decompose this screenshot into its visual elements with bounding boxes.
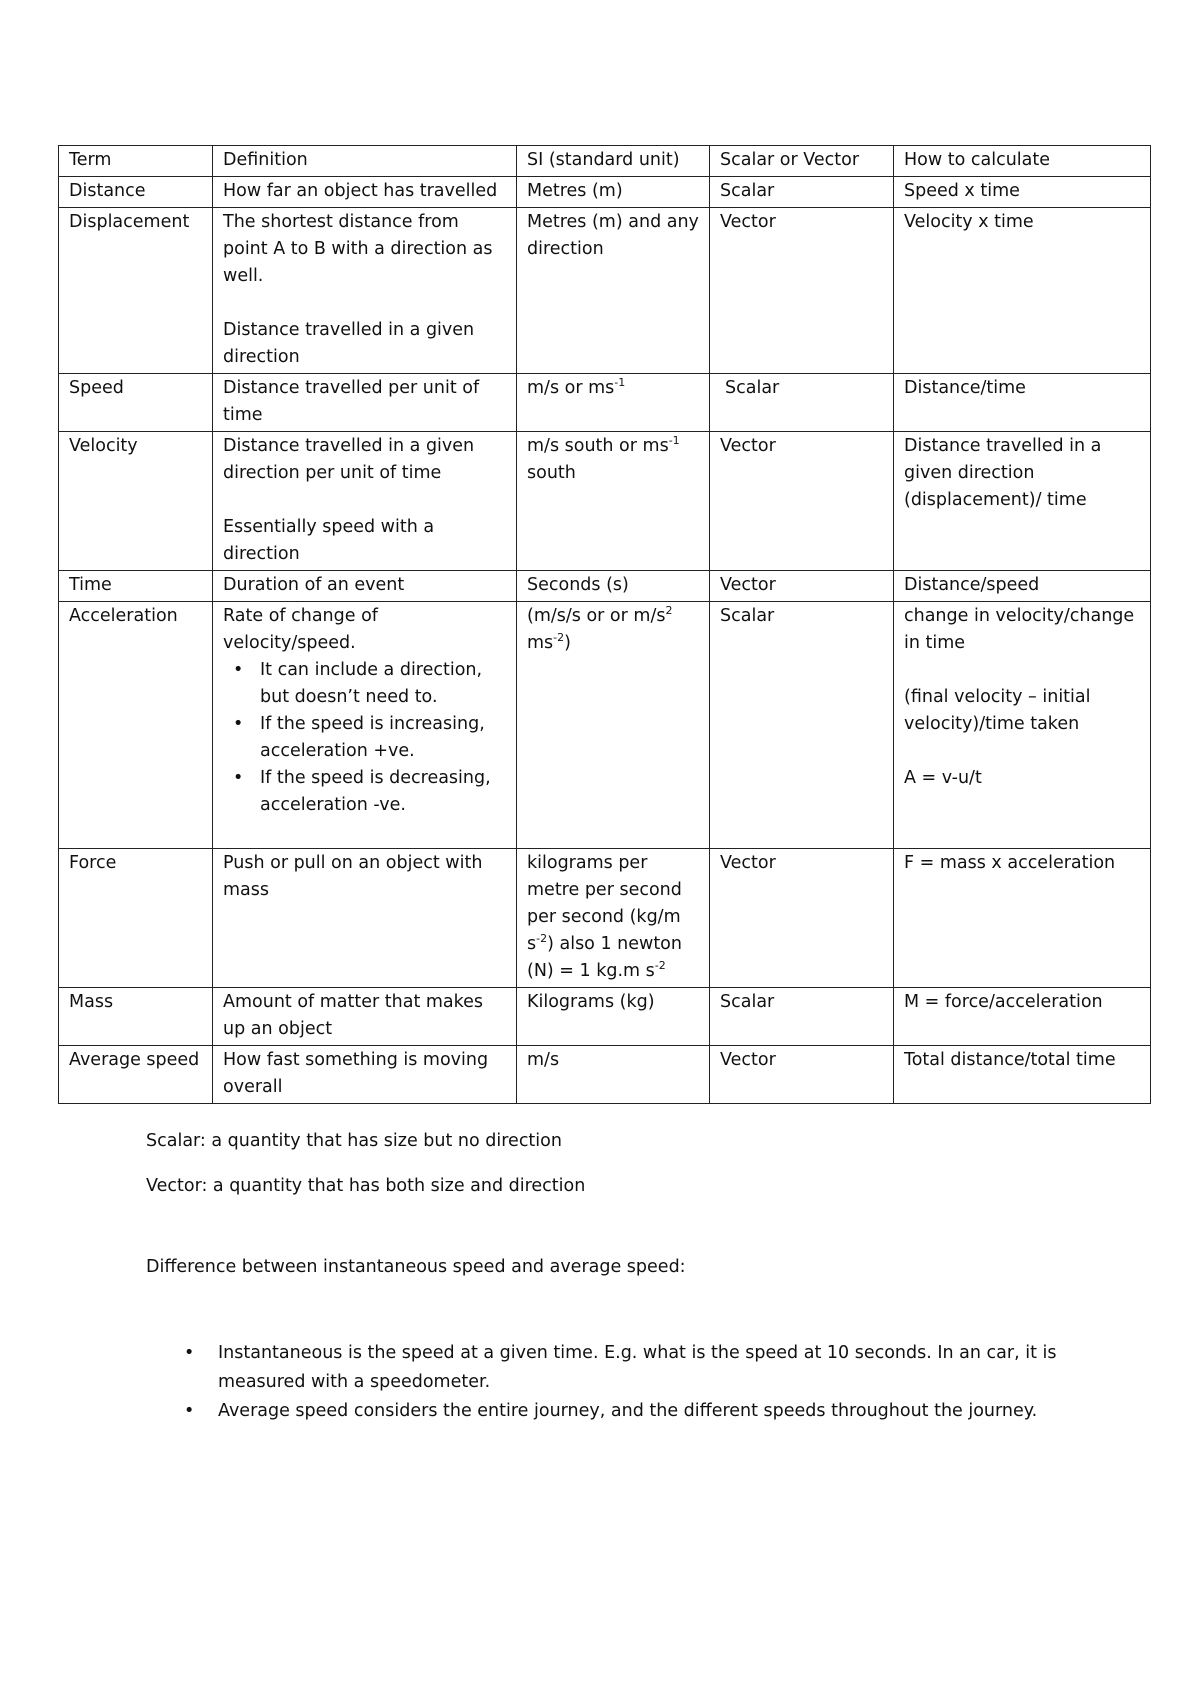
unit-superscript: -2 — [553, 631, 565, 644]
cell-type: Vector — [710, 432, 894, 571]
cell-term: Displacement — [59, 208, 213, 374]
cell-type: Scalar — [710, 177, 894, 208]
cell-calc: Distance/time — [894, 374, 1151, 432]
cell-definition — [213, 602, 517, 849]
calc-line: (final velocity – initial velocity)/time taken — [904, 687, 1091, 734]
cell-definition: How far an object has travelled — [213, 177, 517, 208]
cell-type: Vector — [710, 571, 894, 602]
cell-calc: Total distance/total time — [894, 1046, 1151, 1104]
cell-type — [710, 374, 894, 432]
difference-bullet-list — [218, 1339, 1098, 1426]
cell-definition — [213, 208, 517, 374]
cell-type: Vector — [710, 849, 894, 988]
cell-unit — [517, 432, 710, 571]
cell-term: Time — [59, 571, 213, 602]
unit-superscript: -2 — [536, 932, 548, 945]
cell-term: Acceleration — [59, 602, 213, 849]
cell-calc: Velocity x time — [894, 208, 1151, 374]
header-term: Term — [59, 146, 213, 177]
cell-unit: Metres (m) — [517, 177, 710, 208]
cell-calc: Distance travelled in a given direction (displacement)/ time — [894, 432, 1151, 571]
table-header-row — [59, 146, 1151, 177]
cell-type: Scalar — [710, 602, 894, 849]
list-item: • If the speed is decreasing, acceleration -ve. — [260, 765, 506, 819]
header-scalar-or-vector: Scalar or Vector — [710, 146, 894, 177]
unit-text: south — [527, 463, 576, 483]
cell-term: Distance — [59, 177, 213, 208]
calc-line: A = v-u/t — [904, 768, 982, 788]
table-row — [59, 988, 1151, 1046]
unit-text: (m/s/s or or m/s — [527, 606, 666, 626]
cell-unit: Metres (m) and any direction — [517, 208, 710, 374]
cell-unit: m/s — [517, 1046, 710, 1104]
cell-unit — [517, 374, 710, 432]
cell-term: Velocity — [59, 432, 213, 571]
unit-superscript: 2 — [665, 604, 673, 617]
cell-type: Scalar — [710, 988, 894, 1046]
cell-term: Force — [59, 849, 213, 988]
list-item: • If the speed is increasing, acceleration +ve. — [260, 711, 506, 765]
definition-line: Essentially speed with a direction — [223, 517, 435, 564]
unit-text: m/s south or ms — [527, 436, 669, 456]
unit-text: ) also 1 newton (N) = 1 kg.m s — [527, 934, 682, 981]
table-row — [59, 571, 1151, 602]
definition-line: Rate of change of velocity/speed. — [223, 606, 378, 653]
vector-definition: Vector: a quantity that has both size and direction — [146, 1176, 586, 1196]
cell-calc: Speed x time — [894, 177, 1151, 208]
unit-text: ms — [527, 633, 554, 653]
terms-table — [58, 145, 1151, 1104]
list-item: • Average speed considers the entire journey, and the different speeds throughout the journey. — [218, 1397, 1098, 1426]
table-row — [59, 1046, 1151, 1104]
scalar-definition: Scalar: a quantity that has size but no direction — [146, 1131, 562, 1151]
cell-definition: Duration of an event — [213, 571, 517, 602]
header-definition: Definition — [213, 146, 517, 177]
difference-heading: Difference between instantaneous speed and average speed: — [146, 1257, 686, 1277]
cell-definition — [213, 432, 517, 571]
cell-definition: Distance travelled per unit of time — [213, 374, 517, 432]
definition-line: Distance travelled in a given direction per unit of time — [223, 436, 475, 483]
unit-text: kilograms per metre per second per second (kg/m s — [527, 853, 682, 954]
cell-definition: Push or pull on an object with mass — [213, 849, 517, 988]
table-row — [59, 432, 1151, 571]
header-si-unit: SI (standard unit) — [517, 146, 710, 177]
unit-text: m/s or ms — [527, 378, 615, 398]
definition-bullet-list — [223, 657, 506, 819]
list-item: • Instantaneous is the speed at a given time. E.g. what is the speed at 10 seconds. In an car, it is measured with a speedometer. — [218, 1339, 1098, 1397]
cell-calc: F = mass x acceleration — [894, 849, 1151, 988]
cell-unit: Kilograms (kg) — [517, 988, 710, 1046]
unit-superscript: -1 — [614, 376, 626, 389]
cell-unit — [517, 602, 710, 849]
calc-line: change in velocity/change in time — [904, 606, 1135, 653]
cell-calc: Distance/speed — [894, 571, 1151, 602]
header-how-to-calculate: How to calculate — [894, 146, 1151, 177]
unit-superscript: -2 — [654, 959, 666, 972]
table-row — [59, 849, 1151, 988]
table-row — [59, 602, 1151, 849]
cell-calc — [894, 602, 1151, 849]
table-row — [59, 208, 1151, 374]
cell-term: Speed — [59, 374, 213, 432]
table-row — [59, 374, 1151, 432]
cell-definition: How fast something is moving overall — [213, 1046, 517, 1104]
cell-unit: Seconds (s) — [517, 571, 710, 602]
cell-type: Vector — [710, 1046, 894, 1104]
notes-section — [146, 1128, 1106, 1299]
unit-text: ) — [564, 633, 571, 653]
table-row — [59, 177, 1151, 208]
unit-superscript: -1 — [668, 434, 680, 447]
definition-line: The shortest distance from point A to B with a direction as well. — [223, 212, 493, 286]
cell-term: Mass — [59, 988, 213, 1046]
list-item: • It can include a direction, but doesn’t need to. — [260, 657, 506, 711]
definition-line: Distance travelled in a given direction — [223, 320, 475, 367]
type-text: Scalar — [725, 378, 780, 398]
cell-term: Average speed — [59, 1046, 213, 1104]
cell-unit — [517, 849, 710, 988]
cell-definition: Amount of matter that makes up an object — [213, 988, 517, 1046]
cell-type: Vector — [710, 208, 894, 374]
cell-calc: M = force/acceleration — [894, 988, 1151, 1046]
